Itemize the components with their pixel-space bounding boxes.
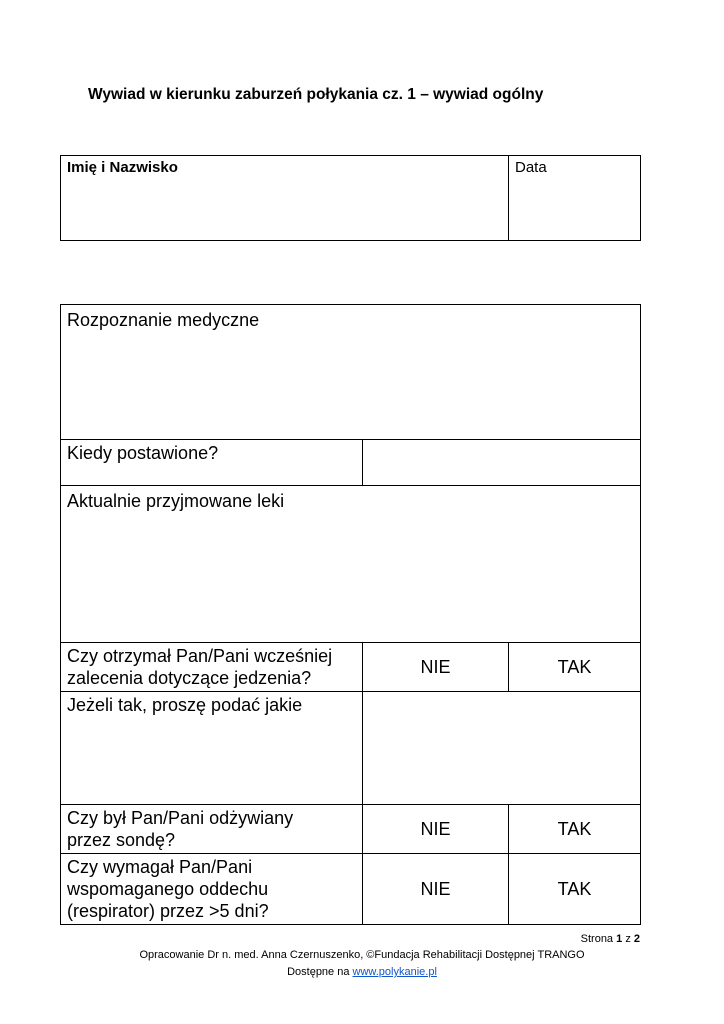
footer-credit: Opracowanie Dr n. med. Anna Czernuszenko, ©Fundacja Rehabilitacji Dostępnej TRANGO xyxy=(139,949,585,961)
page-separator: z xyxy=(625,933,631,945)
date-label: Data xyxy=(515,159,547,176)
date-field[interactable] xyxy=(509,156,641,241)
q3-line: (respirator) przez >5 dni? xyxy=(67,901,269,921)
q1-label-cell xyxy=(61,643,363,692)
footer-availability xyxy=(0,966,724,978)
if-yes-answer-field[interactable] xyxy=(363,692,641,805)
if-yes-label-cell xyxy=(61,692,363,805)
q3-yes-option[interactable]: TAK xyxy=(509,854,641,925)
diagnosis-label: Rozpoznanie medyczne xyxy=(67,310,260,330)
q2-yes-option[interactable]: TAK xyxy=(509,805,641,854)
page-number xyxy=(520,933,640,945)
q3-label-cell xyxy=(61,854,363,925)
document-title: Wywiad w kierunku zaburzeń połykania cz. 1 – wywiad ogólny xyxy=(88,86,544,103)
name-field[interactable] xyxy=(61,156,509,241)
diagnosis-field[interactable] xyxy=(61,305,641,440)
footer-website-link[interactable]: www.polykanie.pl xyxy=(352,966,437,978)
q3-no-option[interactable]: NIE xyxy=(363,854,509,925)
q2-line: przez sondę? xyxy=(67,830,176,850)
q2-label-cell xyxy=(61,805,363,854)
when-answer-field[interactable] xyxy=(363,440,641,486)
q2-line: Czy był Pan/Pani odżywiany xyxy=(67,808,294,828)
q1-line: zalecenia dotyczące jedzenia? xyxy=(67,668,312,688)
page-current: 1 xyxy=(616,933,623,945)
medications-label: Aktualnie przyjmowane leki xyxy=(67,491,285,511)
q1-line: Czy otrzymał Pan/Pani wcześniej xyxy=(67,646,333,666)
page-prefix: Strona xyxy=(580,933,614,945)
q2-no-option[interactable]: NIE xyxy=(363,805,509,854)
if-yes-label: Jeżeli tak, proszę podać jakie xyxy=(67,695,303,715)
q3-line: wspomaganego oddechu xyxy=(67,879,269,899)
footer-available-label: Dostępne na xyxy=(287,966,350,978)
medications-field[interactable] xyxy=(61,486,641,643)
q1-yes-option[interactable]: TAK xyxy=(509,643,641,692)
name-label: Imię i Nazwisko xyxy=(67,159,178,176)
interview-table xyxy=(60,304,641,925)
when-label-cell xyxy=(61,440,363,486)
q1-no-option[interactable]: NIE xyxy=(363,643,509,692)
page-total: 2 xyxy=(633,933,640,945)
when-label: Kiedy postawione? xyxy=(67,443,219,463)
patient-header-table xyxy=(60,155,641,241)
q3-line: Czy wymagał Pan/Pani xyxy=(67,857,253,877)
